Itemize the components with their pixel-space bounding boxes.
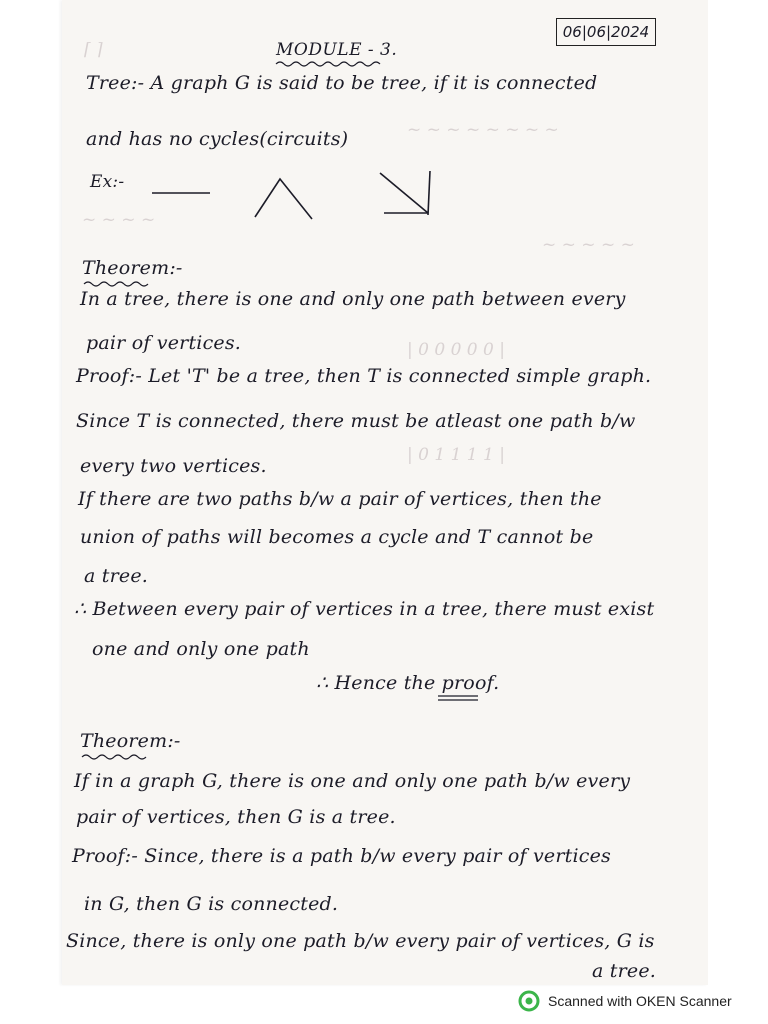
ghost-bleed-mark: ~ ~ ~ ~: [82, 210, 156, 230]
module-title: MODULE - 3.: [276, 40, 398, 60]
theorem2-proof-line-2: in G, then G is connected.: [84, 893, 339, 915]
theorem1-proof-line-3: every two vertices.: [80, 455, 267, 477]
theorem2-proof-line-1: Proof:- Since, there is a path b/w every pair of vertices: [72, 845, 612, 867]
ghost-bleed-mark: | 0 1 1 1 1 |: [407, 445, 505, 465]
tree-two-edges: [255, 179, 312, 219]
example-tree-diagrams: [140, 165, 450, 225]
definition-line-1: Tree:- A graph G is said to be tree, if it is connected: [86, 72, 598, 94]
example-label: Ex:-: [90, 172, 125, 192]
theorem1-proof-line-8: one and only one path: [92, 638, 310, 660]
tree-edge-a: [380, 173, 428, 213]
tree-edge-b: [428, 171, 430, 215]
conclusion-double-underline: [436, 694, 484, 702]
definition-line-2: and has no cycles(circuits): [86, 128, 349, 150]
theorem2-proof-line-4: a tree.: [592, 960, 657, 982]
date-box: 06|06|2024: [556, 18, 656, 46]
theorem1-proof-line-5: union of paths will becomes a cycle and T cannot be: [80, 526, 594, 548]
ghost-bleed-mark: | 0 0 0 0 0 |: [407, 340, 505, 360]
oken-scanner-logo-icon: [518, 990, 540, 1012]
theorem2-statement-line-1: If in a graph G, there is one and only one path b/w every: [74, 770, 631, 792]
scanner-watermark: [518, 990, 732, 1012]
scanner-text: Scanned with OKEN Scanner: [548, 993, 732, 1009]
theorem2-proof-line-3: Since, there is only one path b/w every pair of vertices, G is: [66, 930, 655, 952]
theorem2-heading: Theorem:-: [80, 730, 181, 752]
ghost-bleed-mark: ⌈ ⌉: [84, 40, 103, 60]
left-margin: [0, 0, 62, 1024]
ghost-bleed-mark: ~ ~ ~ ~ ~: [542, 235, 635, 255]
theorem1-heading-underline: [82, 280, 154, 288]
theorem1-heading: Theorem:-: [82, 257, 183, 279]
theorem1-proof-line-4: If there are two paths b/w a pair of vertices, then the: [78, 488, 602, 510]
theorem1-statement-line-2: pair of vertices.: [86, 332, 242, 354]
theorem1-conclusion: ∴ Hence the proof.: [316, 672, 500, 694]
theorem2-statement-line-2: pair of vertices, then G is a tree.: [76, 806, 396, 828]
theorem1-proof-line-6: a tree.: [84, 565, 149, 587]
theorem2-heading-underline: [80, 753, 152, 761]
theorem1-proof-line-2: Since T is connected, there must be atleast one path b/w: [76, 410, 636, 432]
theorem1-proof-line-7: ∴ Between every pair of vertices in a tree, there must exist: [74, 598, 655, 620]
ghost-bleed-mark: ~ ~ ~ ~ ~ ~ ~ ~: [407, 120, 559, 140]
theorem1-proof-line-1: Proof:- Let 'T' be a tree, then T is connected simple graph.: [76, 365, 652, 387]
theorem1-statement-line-1: In a tree, there is one and only one path between every: [80, 288, 626, 310]
title-underline: [274, 60, 384, 68]
